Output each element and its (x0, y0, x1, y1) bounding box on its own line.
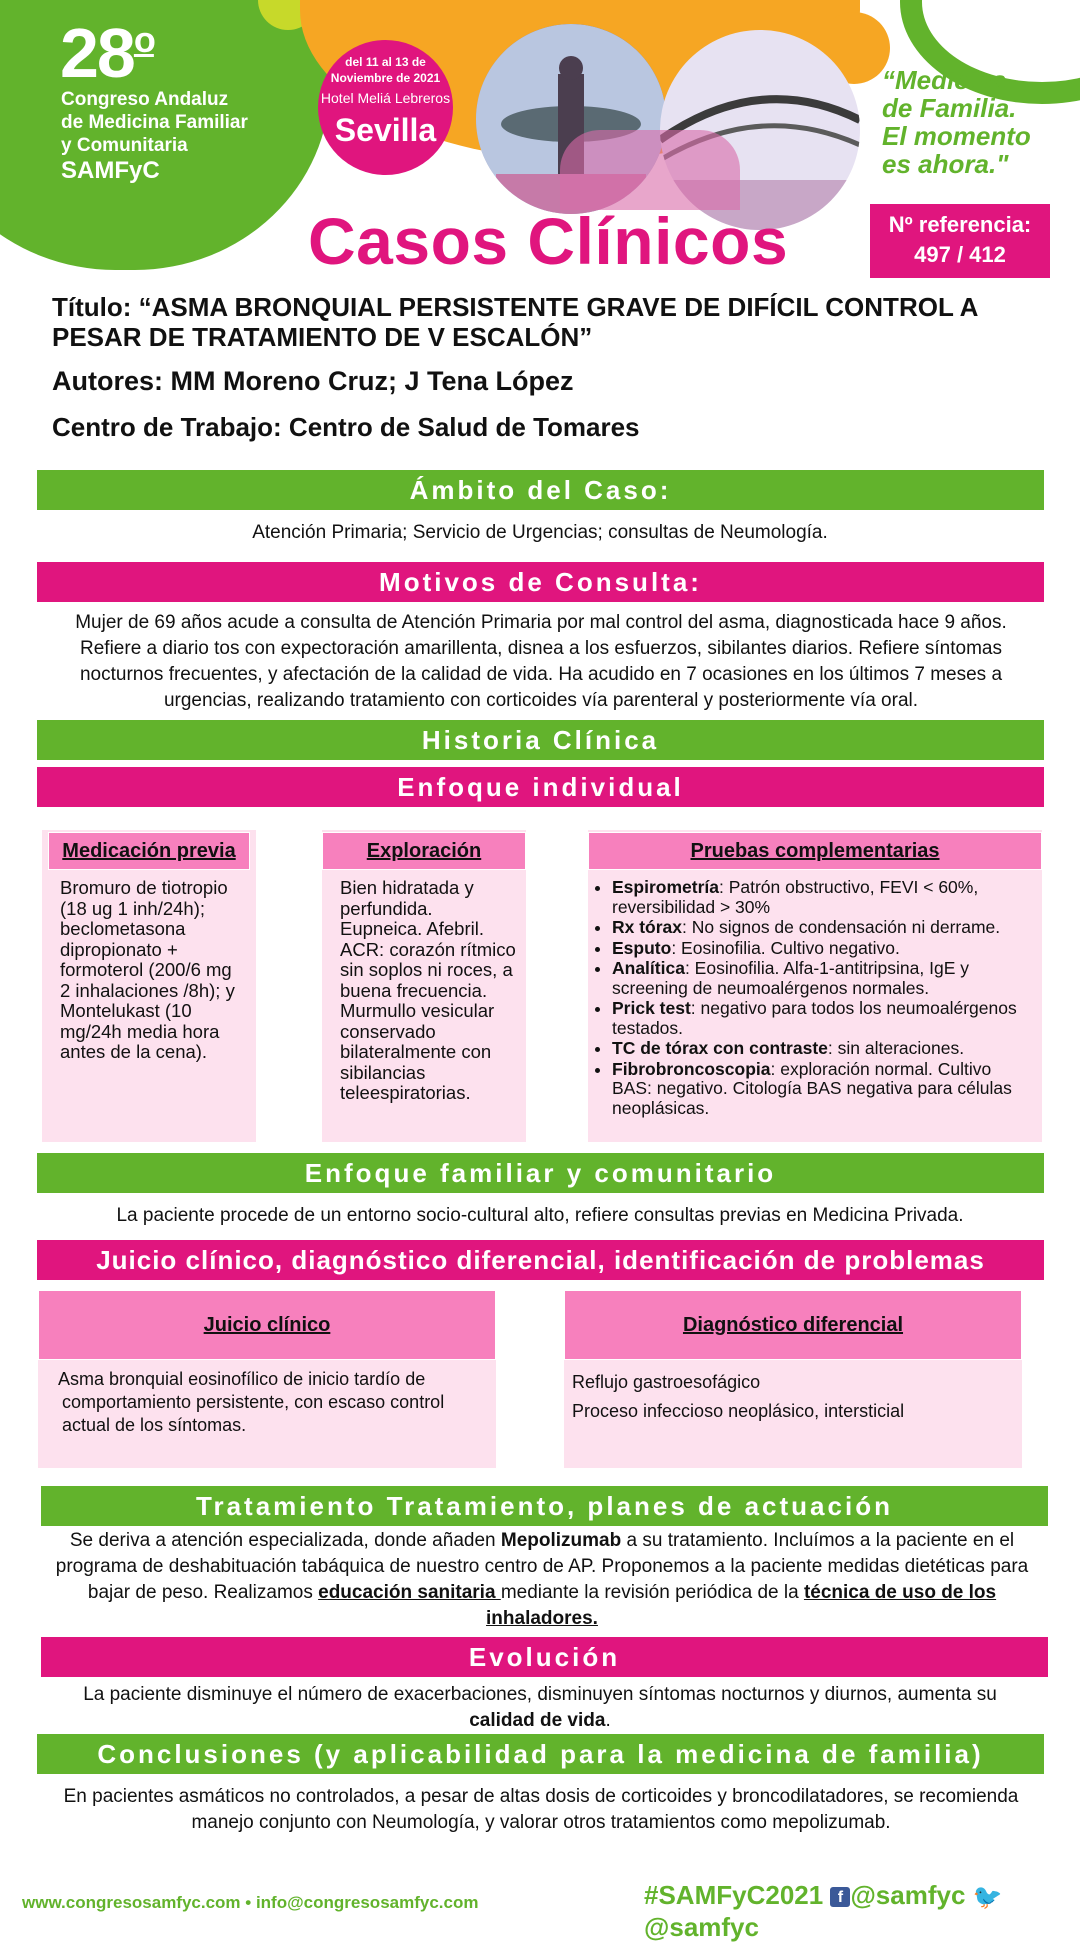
diferencial-heading: Diagnóstico diferencial (564, 1290, 1022, 1360)
conclusiones-text: En pacientes asmáticos no controlados, a pesar de altas dosis de corticoides y broncodilatadores, se recomienda manejo conjunto con Neumología, y valorar otros tratamientos como mepolizumab. (63, 1786, 1019, 1833)
footer-social (644, 1880, 1080, 1943)
familiar-text: La paciente procede de un entorno socio-cultural alto, refiere consultas previas en Medicina Privada. (116, 1205, 964, 1226)
section-motivos-heading: Motivos de Consulta: (37, 562, 1044, 602)
pruebas-card (588, 830, 1042, 1142)
section-tratamiento-heading: Tratamiento Tratamiento, planes de actuación (41, 1486, 1048, 1526)
case-authors: Autores: MM Moreno Cruz; J Tena López (52, 366, 574, 396)
venue: Hotel Meliá Lebreros (320, 90, 451, 106)
case-title: Título: “ASMA BRONQUIAL PERSISTENTE GRAVE DE DIFÍCIL CONTROL A PESAR DE TRATAMIENTO DE V ESCALÓN” (52, 292, 979, 352)
exploracion-text: Bien hidratada y perfundida. Eupneica. Afebril. ACR: corazón rítmico sin soplos ni roces, a buena frecuencia. Murmullo vesicular conservado bilateralmente con sibilancias teleespiratorias. (340, 877, 516, 1103)
juicio-card (38, 1290, 496, 1468)
pruebas-item: • TC de tórax con contraste: sin alteraciones. (612, 1039, 1036, 1059)
twitter-icon: 🐦 (972, 1883, 1003, 1911)
pink-mask (560, 130, 740, 210)
exploracion-card (322, 830, 526, 1142)
pruebas-item: • Prick test: negativo para todos los neumoalérgenos testados. (612, 999, 1036, 1038)
ambito-text: Atención Primaria; Servicio de Urgencias; consultas de Neumología. (252, 522, 828, 543)
section-evolucion-heading: Evolución (41, 1637, 1048, 1677)
pruebas-item: • Fibrobroncoscopia: exploración normal. Cultivo BAS: negativo. Citología BAS negativa para células neoplásicas. (612, 1060, 1036, 1119)
case-center: Centro de Trabajo: Centro de Salud de Tomares (52, 412, 640, 442)
motivos-text: Mujer de 69 años acude a consulta de Atención Primaria por mal control del asma, diagnosticada hace 9 años. Refiere a diario tos con expectoración amarillenta, disnea a los esfuerzos, sibilantes diarios. Refiere síntomas nocturnos frecuentes, y afectación de la calidad de vida. Ha acudido en 7 ocasiones en los últimos 7 meses a urgencias, realizando tratamiento con corticoides vía parenteral y posteriormente vía oral. (75, 612, 1007, 711)
facebook-handle[interactable]: @samfyc (850, 1880, 966, 1910)
pruebas-list (596, 878, 1036, 1119)
evolucion-text: La paciente disminuye el número de exacerbaciones, disminuyen síntomas nocturnos y diurnos, aumenta su calidad de vida. (83, 1684, 997, 1731)
exploracion-heading: Exploración (322, 832, 526, 870)
congress-org: SAMFyC (61, 157, 160, 184)
pruebas-item: • Esputo: Eosinofilia. Cultivo negativo. (612, 939, 1036, 959)
page-title: Casos Clínicos (308, 204, 789, 278)
pruebas-item: • Analítica: Eosinofilia. Alfa-1-antitripsina, IgE y screening de neumoalérgenos normales. (612, 959, 1036, 998)
slogan: “Medicina de Familia. El momento es ahora." (882, 65, 1031, 179)
juicio-heading: Juicio clínico (38, 1290, 496, 1360)
facebook-icon: f (830, 1887, 850, 1907)
city: Sevilla (334, 112, 437, 148)
hashtag[interactable]: #SAMFyC2021 (644, 1880, 824, 1910)
medicacion-heading: Medicación previa (48, 832, 250, 870)
congress-name: Congreso Andaluz de Medicina Familiar y Comunitaria (61, 89, 248, 156)
tratamiento-text: Se deriva a atención especializada, donde añaden Mepolizumab a su tratamiento. Incluímos a la paciente en el programa de deshabituación tabáquica de nuestro centro de AP. Proponemos a la paciente medidas dietéticas para bajar de peso. Realizamos educación sanitaria mediante la revisión periódica de la técnica de uso de los inhaladores. (55, 1530, 1029, 1629)
pruebas-item: • Rx tórax: No signos de condensación ni derrame. (612, 918, 1036, 938)
section-conclusiones-heading: Conclusiones (y aplicabilidad para la medicina de familia) (37, 1734, 1044, 1774)
congress-number: 28$^o$ (60, 14, 154, 92)
footer-contact[interactable]: www.congresosamfyc.com • info@congresosamfyc.com (22, 1893, 479, 1912)
pruebas-heading: Pruebas complementarias (588, 832, 1042, 870)
juicio-text: Asma bronquial eosinofílico de inicio tardío de comportamiento persistente, con escaso control actual de los síntomas. (58, 1369, 445, 1435)
twitter-handle[interactable]: @samfyc (644, 1911, 759, 1942)
section-historia-heading: Historia Clínica (37, 720, 1044, 760)
diferencial-list: Reflujo gastroesofágico Proceso infeccioso neoplásico, intersticial (572, 1372, 905, 1421)
medicacion-text: Bromuro de tiotropio (18 ug 1 inh/24h); beclometasona dipropionato + formoterol (200/6 mg 2 inhalaciones /8h); y Montelukast (10 mg/24h media hora antes de la cena). (60, 877, 235, 1062)
pruebas-item: • Espirometría: Patrón obstructivo, FEVI < 60%, reversibilidad > 30% (612, 878, 1036, 917)
section-enfoque-individual-heading: Enfoque individual (37, 767, 1044, 807)
reference-badge: Nº referencia: 497 / 412 (870, 204, 1050, 278)
date-badge: del 11 al 13 de Noviembre de 2021 Hotel Meliá Lebreros Sevilla (318, 40, 453, 175)
diferencial-card (564, 1290, 1022, 1468)
section-ambito-heading: Ámbito del Caso: (37, 470, 1044, 510)
section-juicio-heading: Juicio clínico, diagnóstico diferencial, identificación de problemas (37, 1240, 1044, 1280)
medicacion-card (42, 830, 256, 1142)
section-familiar-heading: Enfoque familiar y comunitario (37, 1153, 1044, 1193)
